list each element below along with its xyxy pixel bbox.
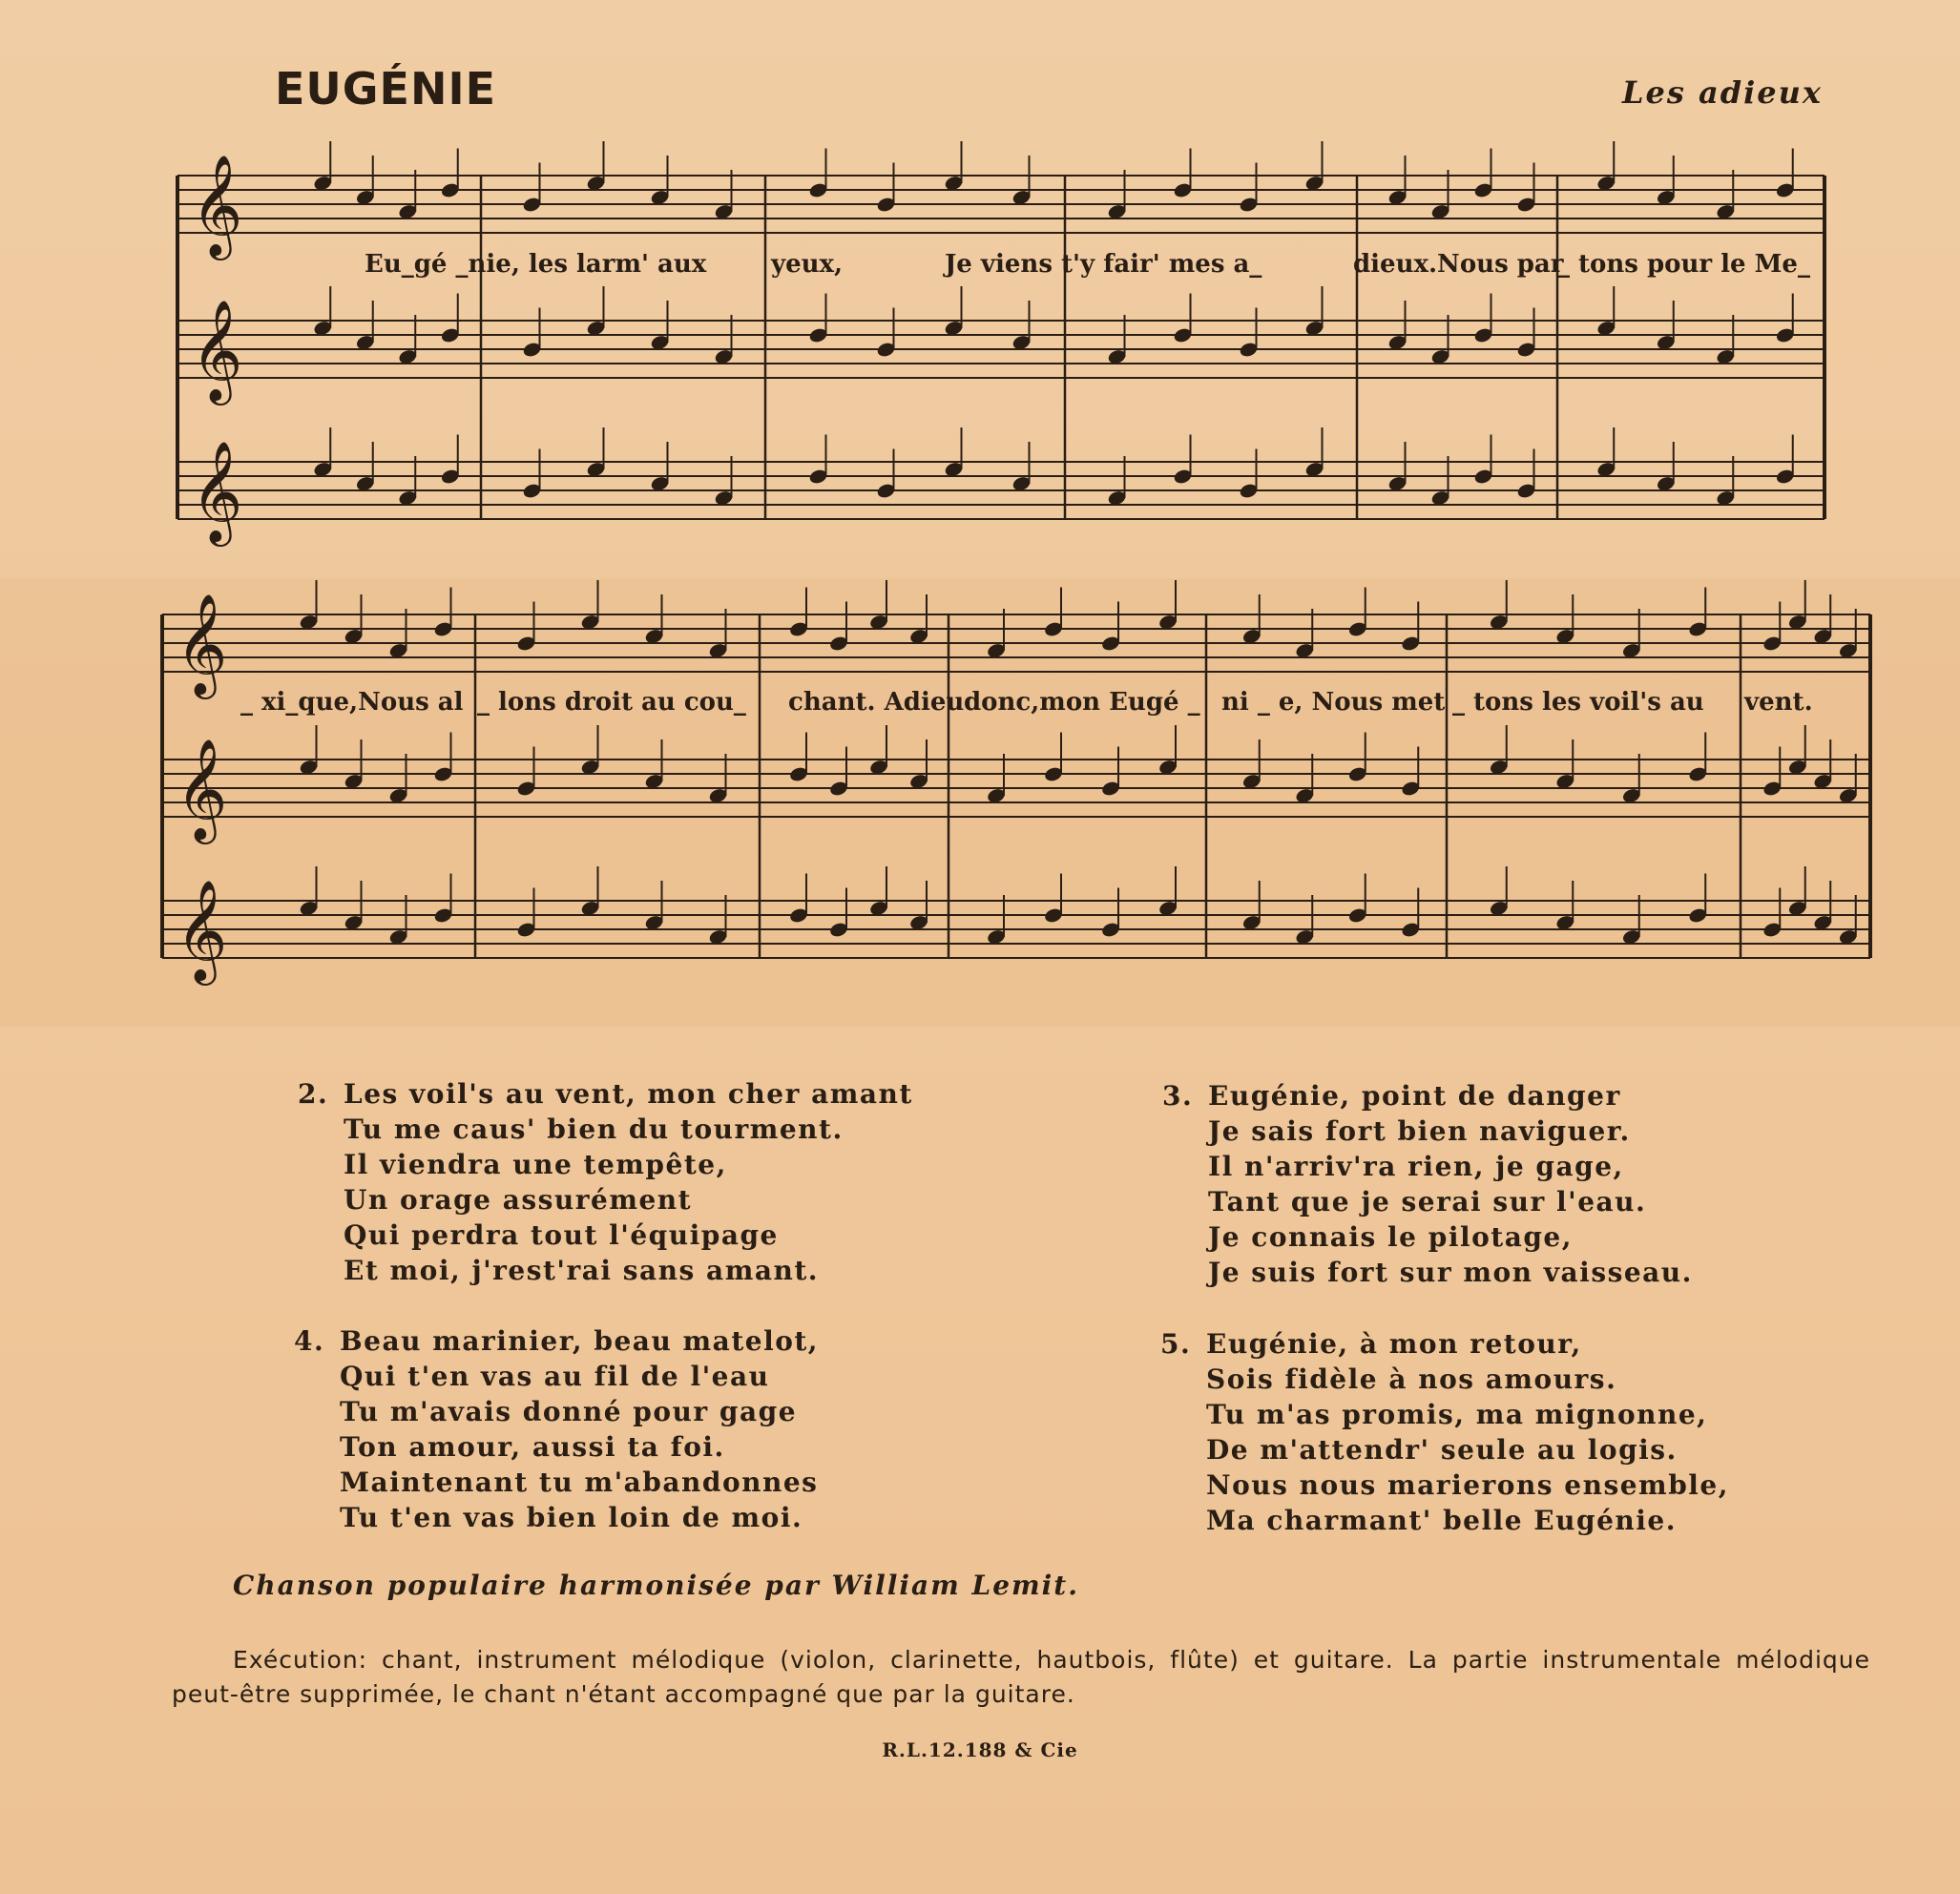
verse-line: Qui t'en vas au fil de l'eau — [340, 1361, 770, 1392]
lyric-s2-m5: ni _ e, Nous met — [1221, 688, 1446, 717]
verse-line: Qui perdra tout l'équipage — [344, 1219, 779, 1251]
lyric-s1-m1: Eu_gé _nie, les larm' aux — [365, 250, 707, 279]
lyric-s2-m3: chant. Adieu — [788, 688, 965, 717]
lyric-s2-m2: _ lons droit au cou_ — [477, 688, 746, 717]
treble-clef-icon: 𝄞 — [176, 879, 228, 981]
execution-note: Exécution: chant, instrument mélodique (violon, clarinette, hautbois, flûte) et guitare. La partie instrumentale mélodique peut-être supprimée, le chant n'étant accompagné que par la guitare. — [172, 1646, 1870, 1708]
lyric-s2-m7: vent. — [1744, 688, 1813, 717]
verse-3 — [1162, 1078, 1693, 1290]
lyric-s2-m1: _ xi_que,Nous al — [240, 688, 464, 717]
treble-clef-icon: 𝄞 — [191, 299, 243, 401]
verse-line: Maintenant tu m'abandonnes — [340, 1467, 819, 1498]
verse-line: Je connais le pilotage, — [1208, 1221, 1573, 1253]
lyric-s2-m4: donc,mon Eugé _ — [964, 688, 1200, 717]
verse-line: Un orage assurément — [344, 1184, 693, 1216]
verse-line: Tu me caus' bien du tourment. — [344, 1114, 844, 1145]
lyric-s1-m5: _ tons pour le Me_ — [1557, 250, 1810, 279]
verse-number: 2. — [298, 1078, 329, 1110]
verse-line: Les voil's au vent, mon cher amant — [344, 1078, 913, 1110]
treble-clef-icon: 𝄞 — [191, 440, 243, 542]
verse-line: Ma charmant' belle Eugénie. — [1206, 1505, 1677, 1536]
treble-clef-icon: 𝄞 — [176, 738, 228, 840]
verse-line: Et moi, j'rest'rai sans amant. — [344, 1255, 820, 1286]
verse-4 — [294, 1323, 819, 1535]
verse-number: 5. — [1160, 1328, 1192, 1360]
clefs — [176, 154, 242, 986]
verse-line: Il viendra une tempête, — [344, 1149, 727, 1180]
verse-line: De m'attendr' seule au logis. — [1206, 1434, 1678, 1466]
verse-line: Je suis fort sur mon vaisseau. — [1208, 1257, 1693, 1288]
verse-2 — [298, 1076, 913, 1288]
verse-line: Il n'arriv'ra rien, je gage, — [1208, 1151, 1624, 1182]
song-title: EUGÉNIE — [275, 63, 496, 114]
verse-line: Tant que je serai sur l'eau. — [1208, 1186, 1647, 1218]
arrangement-credit: Chanson populaire harmonisée par William Lemit. — [233, 1570, 1079, 1601]
verse-line: Tu t'en vas bien loin de moi. — [340, 1502, 803, 1533]
verse-line: Sois fidèle à nos amours. — [1206, 1363, 1617, 1395]
verse-line: Eugénie, à mon retour, — [1206, 1328, 1582, 1360]
song-subtitle: Les adieux — [1622, 74, 1823, 111]
treble-clef-icon: 𝄞 — [191, 154, 243, 256]
verse-line: Nous nous marierons ensemble, — [1206, 1469, 1729, 1501]
verse-line: Tu m'avais donné pour gage — [340, 1396, 798, 1427]
lyric-s2-m6: _ tons les voil's au — [1452, 688, 1704, 717]
verse-line: Eugénie, point de danger — [1208, 1080, 1621, 1112]
verse-number: 3. — [1162, 1080, 1194, 1112]
verse-line: Je sais fort bien naviguer. — [1208, 1115, 1631, 1147]
lyric-s1-m2: yeux, — [771, 250, 844, 279]
verse-5 — [1160, 1326, 1729, 1538]
lyric-s1-m3: Je viens t'y fair' mes a_ — [945, 250, 1262, 279]
treble-clef-icon: 𝄞 — [176, 593, 228, 695]
verse-number: 4. — [294, 1325, 325, 1357]
verse-line: Ton amour, aussi ta foi. — [340, 1431, 725, 1463]
verse-line: Beau marinier, beau matelot, — [340, 1325, 820, 1357]
publisher-reference: R.L.12.188 & Cie — [882, 1738, 1078, 1761]
lyric-s1-m4: dieux.Nous par — [1353, 250, 1564, 279]
verse-line: Tu m'as promis, ma mignonne, — [1206, 1399, 1708, 1430]
